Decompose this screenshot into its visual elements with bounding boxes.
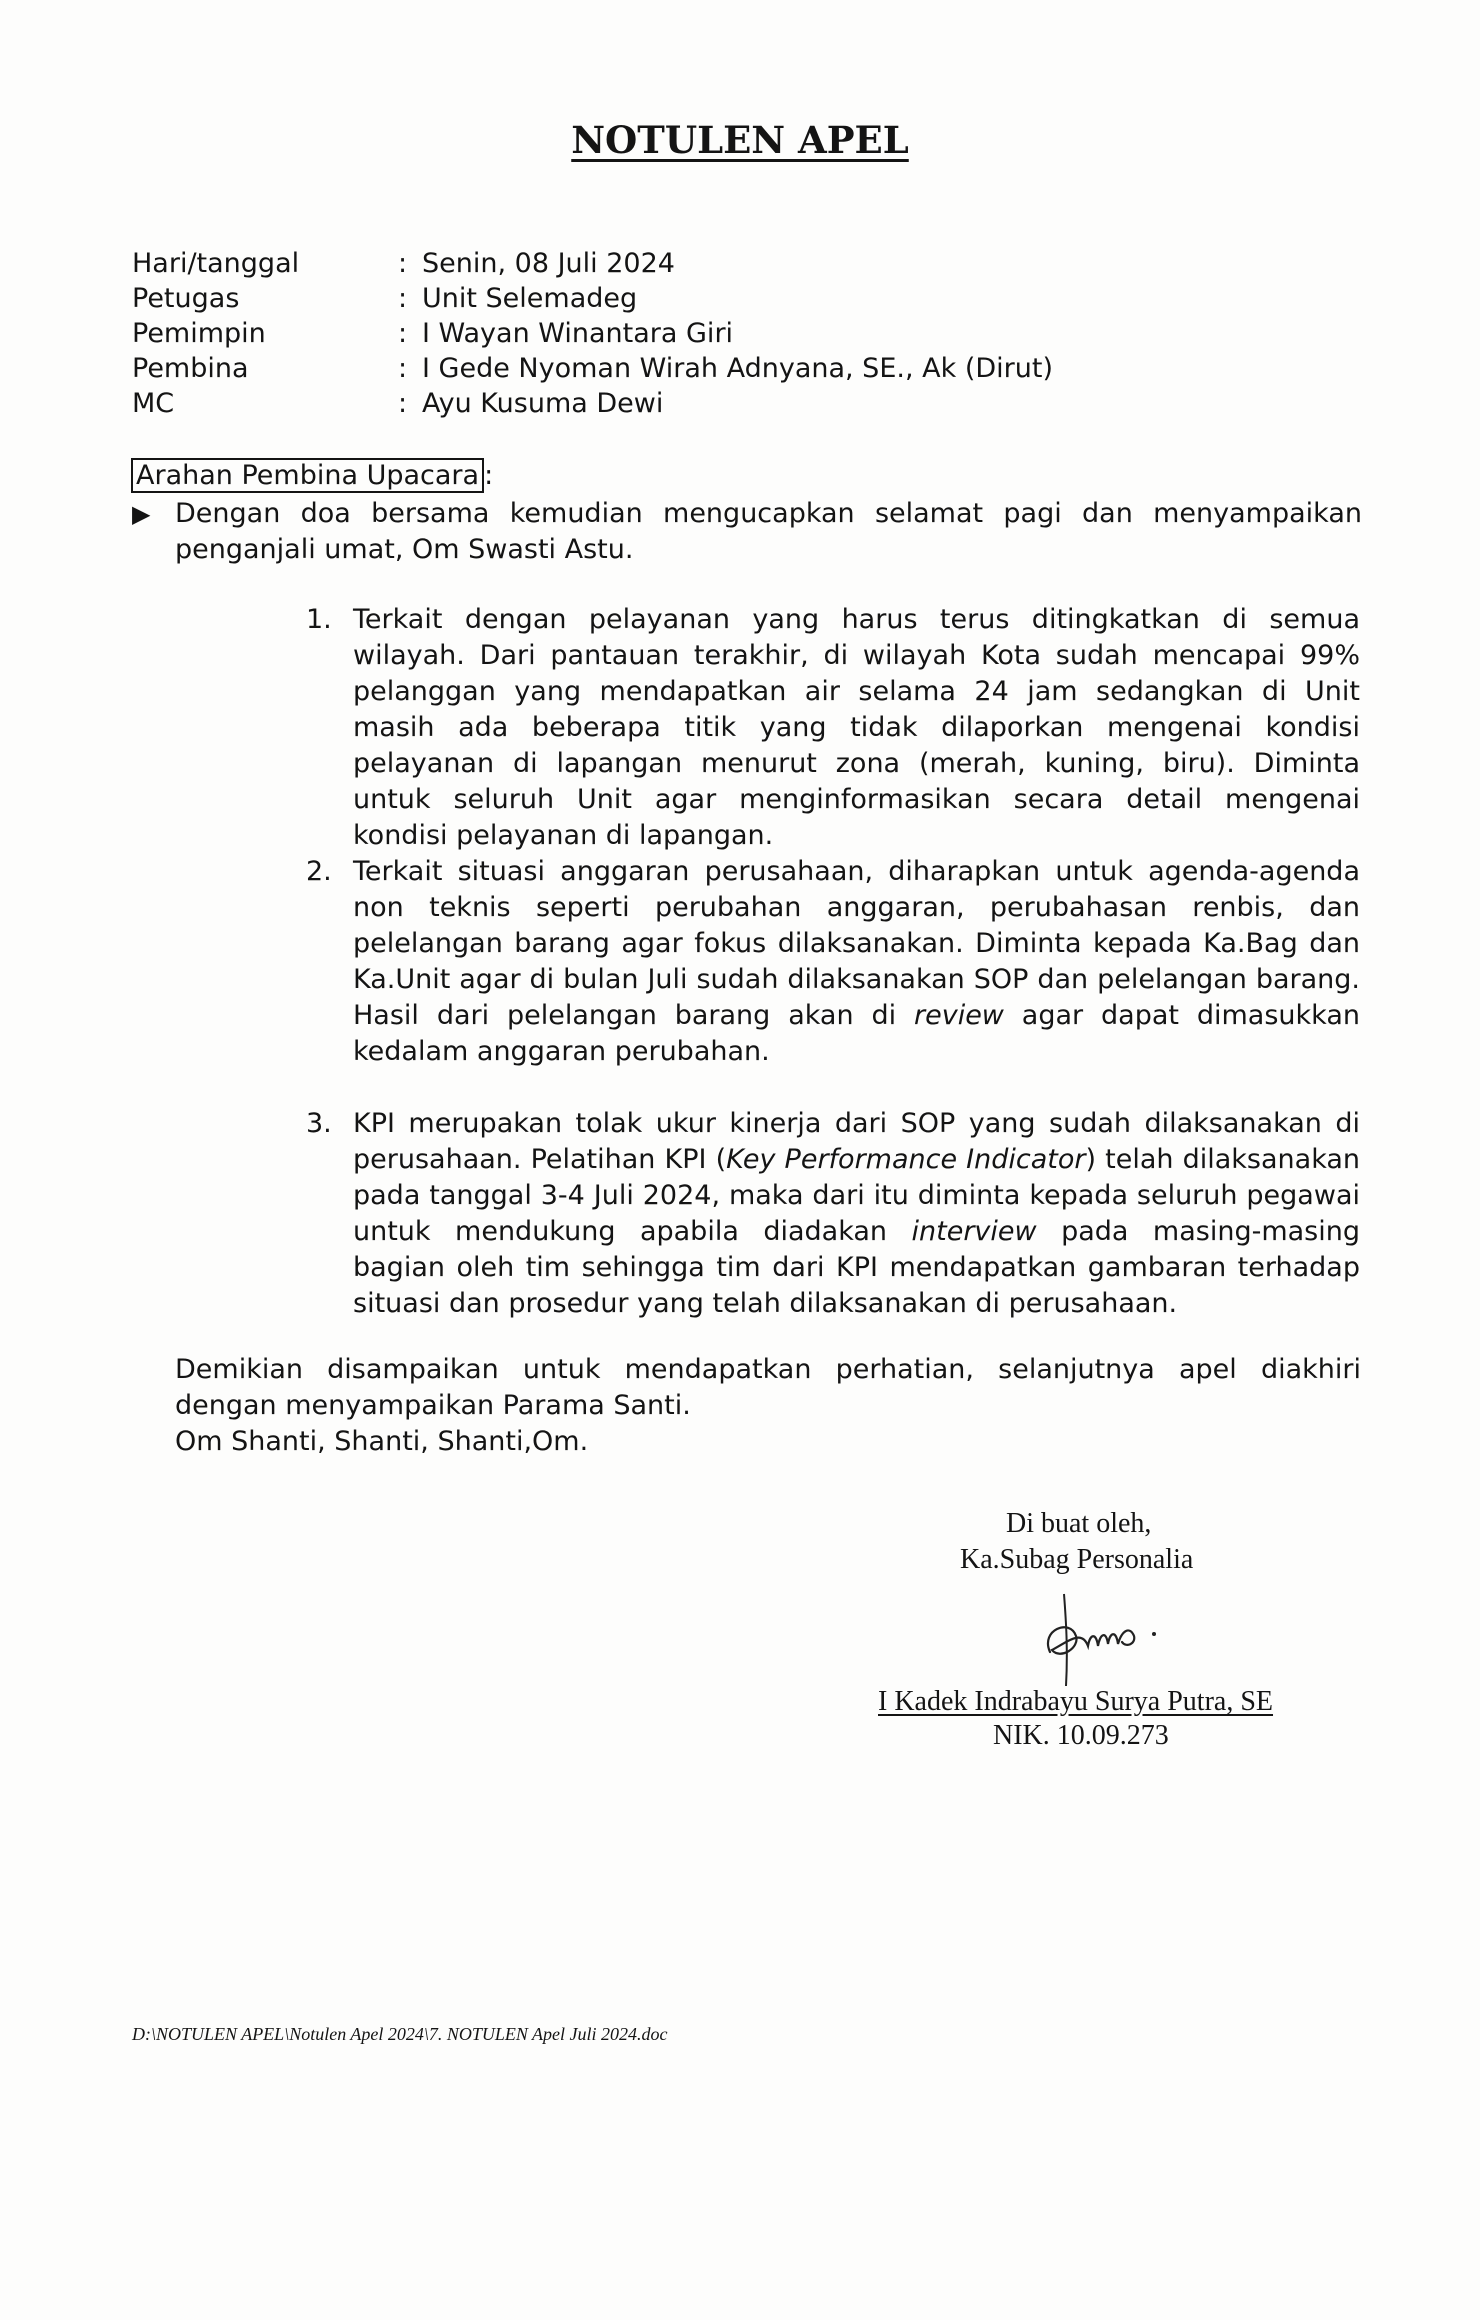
meta-row-date: [132, 246, 1053, 281]
list-item-3: [306, 1106, 1360, 1322]
meta-value: Unit Selemadeg: [422, 283, 638, 314]
meta-value: Ayu Kusuma Dewi: [422, 388, 664, 419]
meta-row-supervisor: [132, 351, 1053, 386]
section-heading-colon: :: [484, 460, 494, 491]
meta-colon: :: [398, 283, 408, 314]
emphasis-review: review: [914, 1000, 1004, 1031]
text-run: ) telah dilaksanakan pada tanggal 3-4 Juli 2024, maka dari itu diminta kepada seluruh pegawai untuk mendukung apabila diadakan: [353, 1144, 1361, 1247]
signer-position: Ka.Subag Personalia: [960, 1544, 1194, 1575]
list-item-1: [306, 602, 1360, 854]
meta-colon: :: [398, 248, 408, 279]
meta-row-mc: [132, 386, 1053, 421]
section-heading-label: Arahan Pembina Upacara: [131, 458, 484, 493]
closing-section: [175, 1352, 1361, 1460]
text-run: pada masing-masing bagian oleh tim sehingga tim dari KPI mendapatkan gambaran terhadap situasi dan prosedur yang telah dilaksanakan di perusahaan.: [353, 1216, 1360, 1319]
meta-label: Hari/tanggal: [132, 248, 300, 279]
emphasis-kpi: Key Performance Indicator: [726, 1144, 1086, 1175]
meta-label: Pembina: [132, 353, 249, 384]
meta-label: Petugas: [132, 283, 240, 314]
file-path-footer: D:\NOTULEN APEL\Notulen Apel 2024\7. NOTULEN Apel Juli 2024.doc: [132, 2024, 668, 2044]
text-run: agar dapat dimasukkan kedalam anggaran perubahan.: [353, 1000, 1360, 1067]
text-run: Terkait situasi anggaran perusahaan, diharapkan untuk agenda-agenda non teknis seperti perubahan anggaran, perubahasan renbis, dan pelelangan barang agar fokus dilaksanakan. Diminta kepada Ka.Bag dan Ka.Unit agar di bulan Juli sudah dilaksanakan SOP dan pelelangan barang. Hasil dari pelelangan barang akan di: [353, 856, 1360, 1031]
meta-value: Senin, 08 Juli 2024: [422, 248, 675, 279]
list-item-text: [353, 854, 1360, 1070]
meta-row-leader: [132, 316, 1053, 351]
meta-label: MC: [132, 388, 175, 419]
meta-colon: :: [398, 388, 408, 419]
list-item-2: [306, 854, 1360, 1070]
signer-nik: NIK. 10.09.273: [993, 1720, 1169, 1751]
list-item-text: [353, 1106, 1360, 1322]
text-run: KPI merupakan tolak ukur kinerja dari SOP yang sudah dilaksanakan di perusahaan. Pelatihan KPI (: [353, 1108, 1360, 1175]
emphasis-interview: interview: [911, 1216, 1037, 1247]
meta-colon: :: [398, 353, 408, 384]
intro-text: Dengan doa bersama kemudian mengucapkan selamat pagi dan menyampaikan penganjali umat, Om Swasti Astu.: [175, 498, 1362, 565]
closing-salutation: Om Shanti, Shanti, Shanti,Om.: [175, 1426, 589, 1457]
meta-value: I Gede Nyoman Wirah Adnyana, SE., Ak (Dirut): [422, 353, 1053, 384]
signer-name: I Kadek Indrabayu Surya Putra, SE: [878, 1686, 1274, 1717]
meta-colon: :: [398, 318, 408, 349]
meta-value: I Wayan Winantara Giri: [422, 318, 734, 349]
document-title: NOTULEN APEL: [571, 118, 909, 162]
intro-bullet: [132, 496, 1362, 568]
list-item-number: 3.: [306, 1108, 332, 1139]
meta-label: Pemimpin: [132, 318, 266, 349]
list-item-number: 1.: [306, 604, 332, 635]
closing-paragraph: Demikian disampaikan untuk mendapatkan perhatian, selanjutnya apel diakhiri dengan menyampaikan Parama Santi.: [175, 1354, 1361, 1421]
list-item-number: 2.: [306, 856, 332, 887]
right-triangle-bullet-icon: ▶: [132, 500, 151, 528]
list-item-text: Terkait dengan pelayanan yang harus terus ditingkatkan di semua wilayah. Dari pantauan terakhir, di wilayah Kota sudah mencapai 99% pelanggan yang mendapatkan air selama 24 jam sedangkan di Unit masih ada beberapa titik yang tidak dilaporkan mengenai kondisi pelayanan di lapangan menurut zona (merah, kuning, biru). Diminta untuk seluruh Unit agar menginformasikan secara detail mengenai kondisi pelayanan di lapangan.: [353, 604, 1360, 851]
made-by-label: Di buat oleh,: [1006, 1508, 1152, 1539]
handwritten-signature-icon: [1030, 1590, 1190, 1690]
section-heading: [131, 458, 493, 494]
meta-table: [132, 246, 1053, 421]
meta-row-officer: [132, 281, 1053, 316]
